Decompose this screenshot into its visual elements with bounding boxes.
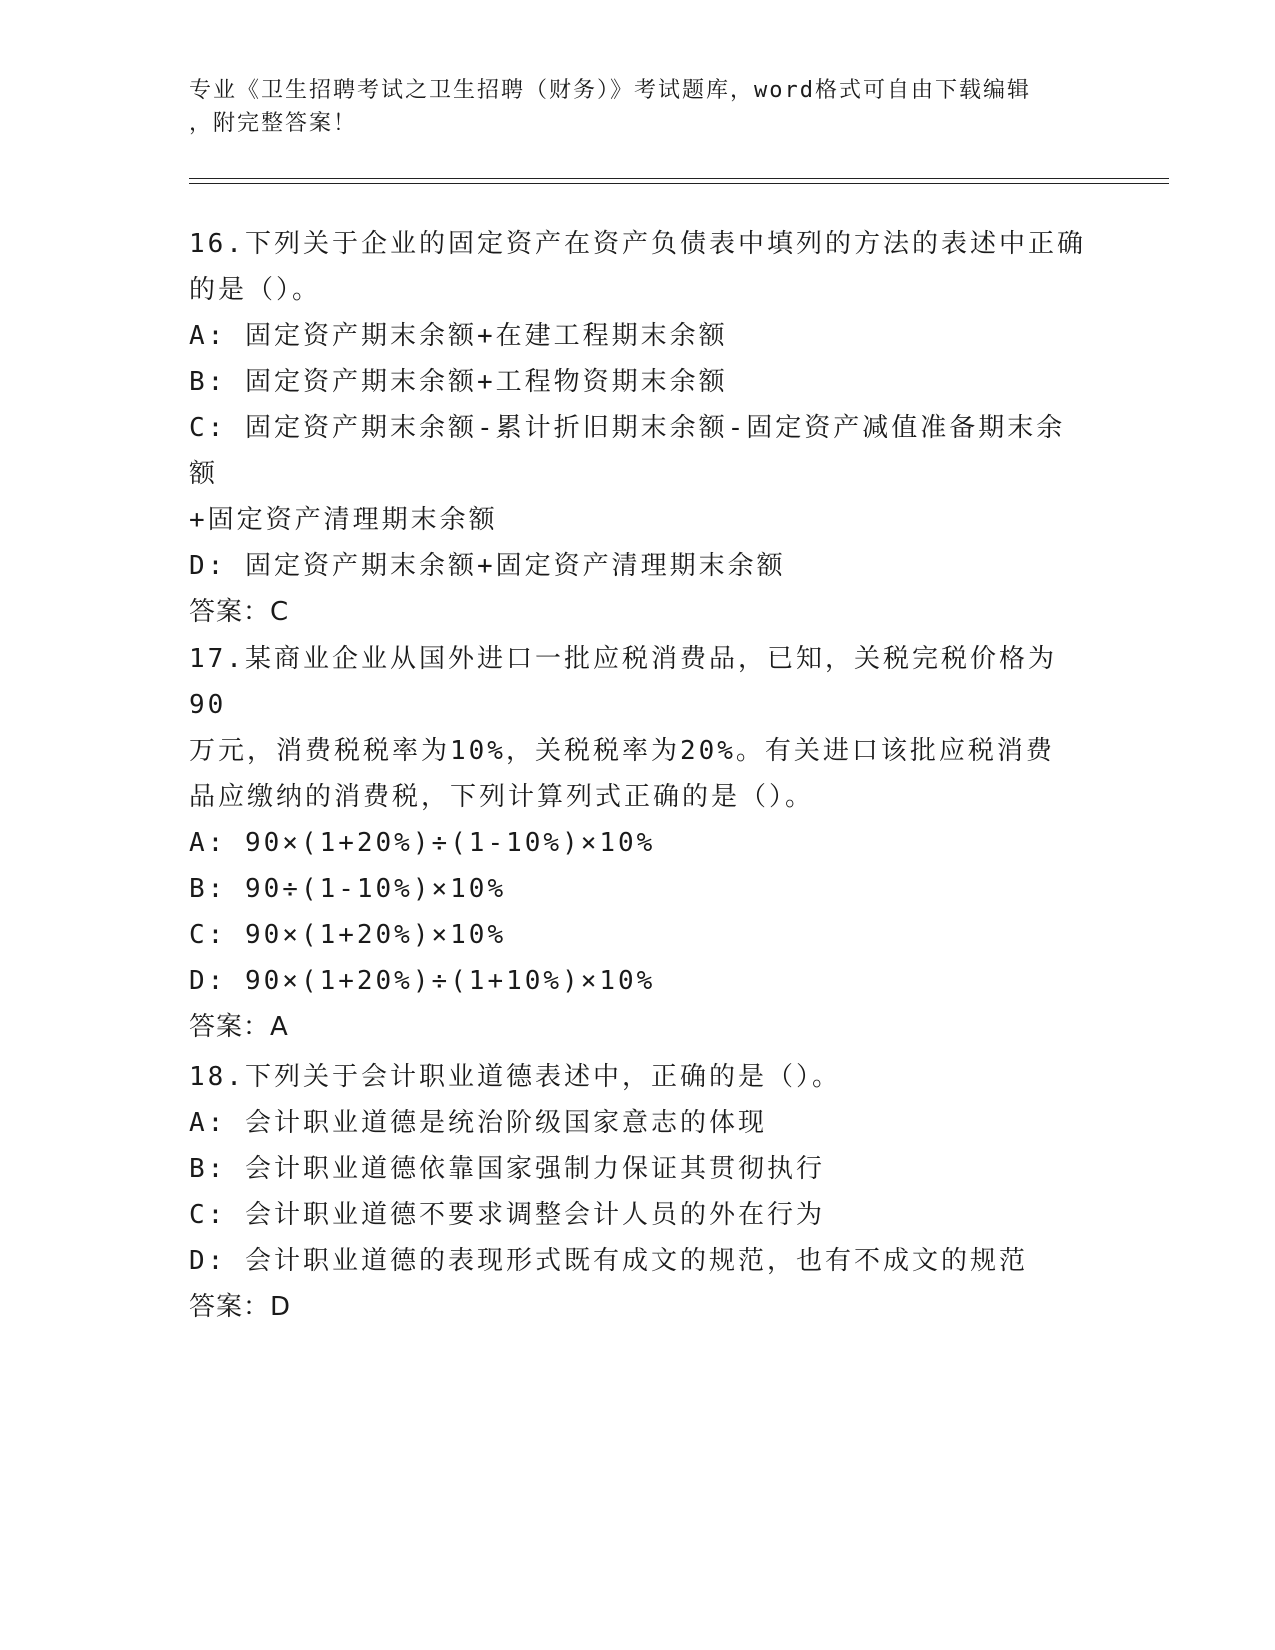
- option-a: A: 会计职业道德是统治阶级国家意志的体现: [189, 1108, 767, 1138]
- option-a: A: 固定资产期末余额+在建工程期末余额: [189, 321, 728, 351]
- option-d: D: 固定资产期末余额+固定资产清理期末余额: [189, 551, 786, 581]
- option-c: C: 会计职业道德不要求调整会计人员的外在行为: [189, 1200, 825, 1230]
- option-c: C: 固定资产期末余额-累计折旧期末余额-固定资产减值准备期末余额: [189, 413, 1066, 489]
- question-stem-line: 万元，消费税税率为10%，关税税率为20%。有关进口该批应税消费: [189, 736, 1055, 766]
- header-line-1: 专业《卫生招聘考试之卫生招聘（财务）》考试题库，word格式可自由下载编辑: [189, 78, 1031, 103]
- answer: 答案：A: [189, 1012, 289, 1042]
- answer: 答案：C: [189, 597, 290, 627]
- question-stem-line: 的是（）。: [189, 275, 322, 305]
- header-divider-bottom: [189, 183, 1169, 184]
- option-b: B: 会计职业道德依靠国家强制力保证其贯彻执行: [189, 1154, 825, 1184]
- option-d: D: 会计职业道德的表现形式既有成文的规范，也有不成文的规范: [189, 1246, 1028, 1276]
- option-b: B: 90÷(1-10%)×10%: [189, 874, 507, 904]
- option-c: C: 90×(1+20%)×10%: [189, 920, 507, 950]
- question-17: [189, 636, 1089, 1050]
- question-18: [189, 1054, 1089, 1330]
- question-stem-line: 16.下列关于企业的固定资产在资产负债表中填列的方法的表述中正确: [189, 229, 1086, 259]
- header-line-2: ，附完整答案！: [189, 111, 358, 136]
- option-c-continued: +固定资产清理期末余额: [189, 505, 498, 535]
- document-header: [189, 74, 1089, 140]
- question-16: [189, 221, 1089, 635]
- question-stem-line: 品应缴纳的消费税，下列计算列式正确的是（）。: [189, 782, 815, 812]
- question-stem-line: 18.下列关于会计职业道德表述中，正确的是（）。: [189, 1062, 841, 1092]
- answer: 答案：D: [189, 1292, 292, 1322]
- option-b: B: 固定资产期末余额+工程物资期末余额: [189, 367, 728, 397]
- question-stem-line: 17.某商业企业从国外进口一批应税消费品，已知，关税完税价格为90: [189, 644, 1057, 720]
- option-a: A: 90×(1+20%)÷(1-10%)×10%: [189, 828, 656, 858]
- option-d: D: 90×(1+20%)÷(1+10%)×10%: [189, 966, 656, 996]
- header-divider-top: [189, 178, 1169, 179]
